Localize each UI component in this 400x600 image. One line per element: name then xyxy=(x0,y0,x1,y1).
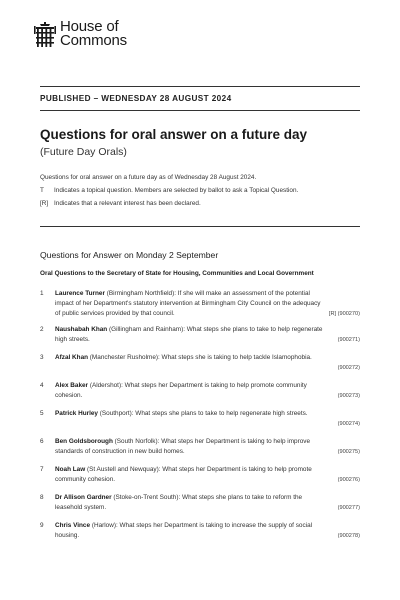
constituency: (South Norfolk) xyxy=(112,438,158,445)
page-title: Questions for oral answer on a future day xyxy=(40,127,308,142)
question-reference: (900271) xyxy=(337,337,360,343)
question-body: : What steps she plans to take to reform the leasehold system. xyxy=(55,494,303,512)
key-text: Indicates a topical question. Members are selected by ballot to ask a Topical Question. xyxy=(54,187,299,194)
published-date: PUBLISHED – WEDNESDAY 28 AUGUST 2024 xyxy=(40,94,232,103)
constituency: (Stoke-on-Trent South) xyxy=(111,494,179,501)
question-reference: (900274) xyxy=(337,421,360,427)
member-name: Laurence Turner xyxy=(55,290,105,297)
page-subtitle: (Future Day Orals) xyxy=(40,146,127,158)
member-name: Noah Law xyxy=(55,466,86,473)
question-reference: (900272) xyxy=(337,365,360,371)
question-reference: (900275) xyxy=(337,449,360,455)
question-number: 1 xyxy=(40,290,44,297)
question-text xyxy=(55,289,325,320)
question-body: : What steps her Department is taking to increase the supply of social housing. xyxy=(55,522,313,540)
question-text xyxy=(55,521,325,541)
question-number: 8 xyxy=(40,494,44,501)
question-body: : What steps she plans to take to help regenerate high streets. xyxy=(131,410,308,417)
constituency: (Southport) xyxy=(97,410,132,417)
member-name: Afzal Khan xyxy=(55,354,89,361)
member-name: Chris Vince xyxy=(55,522,91,529)
question-body: : What steps her Department is taking to help improve standards of construction in new build homes. xyxy=(55,438,311,456)
question-body: : If she will make an assessment of the potential impact of her Department's statutory intervention at Birmingham City Council on the adequacy of public services provided by that council. xyxy=(55,290,321,318)
question-text xyxy=(55,437,325,457)
constituency: (Aldershot) xyxy=(88,382,122,389)
house-of-commons-logo xyxy=(34,20,127,48)
question-body: : What steps she plans to take to help regenerate high streets. xyxy=(55,326,323,344)
section-heading: Questions for Answer on Monday 2 September xyxy=(40,250,219,260)
member-name: Alex Baker xyxy=(55,382,89,389)
key-symbol: T xyxy=(40,187,44,194)
portcullis-icon xyxy=(34,22,56,48)
question-reference: (900277) xyxy=(337,505,360,511)
question-body: : What steps her Department is taking to help promote community cohesion. xyxy=(55,466,312,484)
member-name: Naushabah Khan xyxy=(55,326,108,333)
constituency: (St Austell and Newquay) xyxy=(85,466,159,473)
section-rule xyxy=(40,226,360,227)
member-name: Dr Allison Gardner xyxy=(55,494,112,501)
question-number: 7 xyxy=(40,466,44,473)
member-name: Ben Goldsborough xyxy=(55,438,113,445)
question-number: 6 xyxy=(40,438,44,445)
constituency: (Gillingham and Rainham) xyxy=(107,326,184,333)
member-name: Patrick Hurley xyxy=(55,410,98,417)
constituency: (Harlow) xyxy=(90,522,116,529)
key-topical xyxy=(40,187,298,194)
question-reference: (900276) xyxy=(337,477,360,483)
question-text xyxy=(55,465,325,485)
logo-text: House of Commons xyxy=(60,18,127,49)
question-body: : What steps she is taking to help tackle Islamophobia. xyxy=(158,354,312,361)
constituency: (Manchester Rusholme) xyxy=(88,354,158,361)
question-text xyxy=(55,493,325,513)
question-reference: (900278) xyxy=(337,533,360,539)
top-rule xyxy=(40,86,360,87)
question-number: 5 xyxy=(40,410,44,417)
constituency: (Birmingham Northfield) xyxy=(104,290,175,297)
question-text xyxy=(55,409,325,419)
question-number: 3 xyxy=(40,354,44,361)
key-symbol: [R] xyxy=(40,200,49,207)
question-number: 4 xyxy=(40,382,44,389)
question-number: 9 xyxy=(40,522,44,529)
question-text xyxy=(55,353,325,363)
question-reference: [R] (900270) xyxy=(328,311,360,317)
question-text xyxy=(55,381,325,401)
key-text: Indicates that a relevant interest has been declared. xyxy=(54,200,201,207)
subsection-heading: Oral Questions to the Secretary of State for Housing, Communities and Local Government xyxy=(40,270,314,277)
question-text xyxy=(55,325,325,345)
question-number: 2 xyxy=(40,326,44,333)
intro-text: Questions for oral answer on a future day as of Wednesday 28 August 2024. xyxy=(40,174,257,181)
question-body: : What steps her Department is taking to help promote community cohesion. xyxy=(55,382,307,400)
published-rule xyxy=(40,110,360,111)
question-reference: (900273) xyxy=(337,393,360,399)
key-interest xyxy=(40,200,201,207)
